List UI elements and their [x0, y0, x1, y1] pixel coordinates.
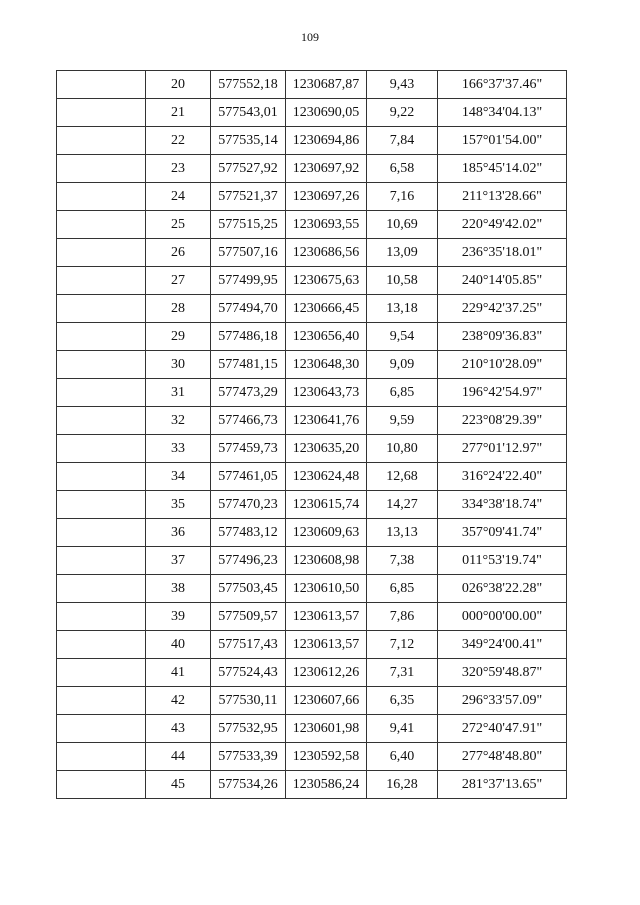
point-number-cell: 27 — [146, 267, 211, 295]
x-coordinate-cell: 577509,57 — [211, 603, 286, 631]
blank-cell — [57, 379, 146, 407]
segment-length-cell: 16,28 — [367, 771, 438, 799]
direction-angle-cell: 236°35'18.01" — [438, 239, 567, 267]
segment-length-cell: 9,54 — [367, 323, 438, 351]
y-coordinate-cell: 1230615,74 — [286, 491, 367, 519]
segment-length-cell: 10,58 — [367, 267, 438, 295]
direction-angle-cell: 272°40'47.91" — [438, 715, 567, 743]
segment-length-cell: 10,69 — [367, 211, 438, 239]
segment-length-cell: 12,68 — [367, 463, 438, 491]
y-coordinate-cell: 1230613,57 — [286, 631, 367, 659]
table-row — [57, 519, 567, 547]
page-number: 109 — [301, 30, 319, 44]
x-coordinate-cell: 577533,39 — [211, 743, 286, 771]
x-coordinate-cell: 577527,92 — [211, 155, 286, 183]
blank-cell — [57, 435, 146, 463]
segment-length-cell: 7,16 — [367, 183, 438, 211]
segment-length-cell: 13,18 — [367, 295, 438, 323]
blank-cell — [57, 491, 146, 519]
segment-length-cell: 6,85 — [367, 379, 438, 407]
segment-length-cell: 7,31 — [367, 659, 438, 687]
y-coordinate-cell: 1230687,87 — [286, 71, 367, 99]
coordinates-table-body — [57, 71, 567, 799]
table-row — [57, 71, 567, 99]
point-number-cell: 21 — [146, 99, 211, 127]
y-coordinate-cell: 1230648,30 — [286, 351, 367, 379]
y-coordinate-cell: 1230697,26 — [286, 183, 367, 211]
blank-cell — [57, 239, 146, 267]
blank-cell — [57, 211, 146, 239]
y-coordinate-cell: 1230693,55 — [286, 211, 367, 239]
direction-angle-cell: 011°53'19.74" — [438, 547, 567, 575]
point-number-cell: 42 — [146, 687, 211, 715]
blank-cell — [57, 155, 146, 183]
point-number-cell: 44 — [146, 743, 211, 771]
point-number-cell: 38 — [146, 575, 211, 603]
table-row — [57, 743, 567, 771]
table-row — [57, 659, 567, 687]
table-row — [57, 687, 567, 715]
segment-length-cell: 9,22 — [367, 99, 438, 127]
x-coordinate-cell: 577532,95 — [211, 715, 286, 743]
table-row — [57, 351, 567, 379]
x-coordinate-cell: 577483,12 — [211, 519, 286, 547]
x-coordinate-cell: 577552,18 — [211, 71, 286, 99]
x-coordinate-cell: 577517,43 — [211, 631, 286, 659]
x-coordinate-cell: 577496,23 — [211, 547, 286, 575]
segment-length-cell: 9,59 — [367, 407, 438, 435]
blank-cell — [57, 743, 146, 771]
y-coordinate-cell: 1230635,20 — [286, 435, 367, 463]
table-row — [57, 631, 567, 659]
direction-angle-cell: 229°42'37.25" — [438, 295, 567, 323]
blank-cell — [57, 463, 146, 491]
blank-cell — [57, 715, 146, 743]
blank-cell — [57, 771, 146, 799]
segment-length-cell: 13,09 — [367, 239, 438, 267]
segment-length-cell: 9,43 — [367, 71, 438, 99]
x-coordinate-cell: 577470,23 — [211, 491, 286, 519]
blank-cell — [57, 659, 146, 687]
x-coordinate-cell: 577530,11 — [211, 687, 286, 715]
point-number-cell: 32 — [146, 407, 211, 435]
point-number-cell: 41 — [146, 659, 211, 687]
table-row — [57, 491, 567, 519]
point-number-cell: 25 — [146, 211, 211, 239]
y-coordinate-cell: 1230624,48 — [286, 463, 367, 491]
blank-cell — [57, 603, 146, 631]
direction-angle-cell: 320°59'48.87" — [438, 659, 567, 687]
point-number-cell: 35 — [146, 491, 211, 519]
point-number-cell: 37 — [146, 547, 211, 575]
point-number-cell: 36 — [146, 519, 211, 547]
blank-cell — [57, 323, 146, 351]
y-coordinate-cell: 1230601,98 — [286, 715, 367, 743]
x-coordinate-cell: 577461,05 — [211, 463, 286, 491]
table-row — [57, 211, 567, 239]
x-coordinate-cell: 577543,01 — [211, 99, 286, 127]
y-coordinate-cell: 1230612,26 — [286, 659, 367, 687]
point-number-cell: 22 — [146, 127, 211, 155]
direction-angle-cell: 148°34'04.13" — [438, 99, 567, 127]
table-row — [57, 771, 567, 799]
point-number-cell: 33 — [146, 435, 211, 463]
table-row — [57, 463, 567, 491]
direction-angle-cell: 316°24'22.40" — [438, 463, 567, 491]
blank-cell — [57, 127, 146, 155]
y-coordinate-cell: 1230641,76 — [286, 407, 367, 435]
table-row — [57, 575, 567, 603]
direction-angle-cell: 157°01'54.00" — [438, 127, 567, 155]
y-coordinate-cell: 1230609,63 — [286, 519, 367, 547]
point-number-cell: 26 — [146, 239, 211, 267]
direction-angle-cell: 238°09'36.83" — [438, 323, 567, 351]
segment-length-cell: 6,35 — [367, 687, 438, 715]
point-number-cell: 28 — [146, 295, 211, 323]
table-row — [57, 407, 567, 435]
y-coordinate-cell: 1230675,63 — [286, 267, 367, 295]
x-coordinate-cell: 577503,45 — [211, 575, 286, 603]
segment-length-cell: 7,12 — [367, 631, 438, 659]
table-row — [57, 715, 567, 743]
blank-cell — [57, 267, 146, 295]
x-coordinate-cell: 577535,14 — [211, 127, 286, 155]
x-coordinate-cell: 577524,43 — [211, 659, 286, 687]
blank-cell — [57, 575, 146, 603]
segment-length-cell: 9,09 — [367, 351, 438, 379]
y-coordinate-cell: 1230607,66 — [286, 687, 367, 715]
y-coordinate-cell: 1230643,73 — [286, 379, 367, 407]
y-coordinate-cell: 1230656,40 — [286, 323, 367, 351]
table-row — [57, 547, 567, 575]
table-row — [57, 603, 567, 631]
point-number-cell: 39 — [146, 603, 211, 631]
point-number-cell: 23 — [146, 155, 211, 183]
segment-length-cell: 6,85 — [367, 575, 438, 603]
y-coordinate-cell: 1230666,45 — [286, 295, 367, 323]
y-coordinate-cell: 1230608,98 — [286, 547, 367, 575]
segment-length-cell: 10,80 — [367, 435, 438, 463]
table-row — [57, 379, 567, 407]
blank-cell — [57, 687, 146, 715]
blank-cell — [57, 295, 146, 323]
y-coordinate-cell: 1230694,86 — [286, 127, 367, 155]
blank-cell — [57, 631, 146, 659]
x-coordinate-cell: 577494,70 — [211, 295, 286, 323]
blank-cell — [57, 351, 146, 379]
direction-angle-cell: 349°24'00.41" — [438, 631, 567, 659]
segment-length-cell: 6,40 — [367, 743, 438, 771]
direction-angle-cell: 223°08'29.39" — [438, 407, 567, 435]
point-number-cell: 34 — [146, 463, 211, 491]
direction-angle-cell: 277°01'12.97" — [438, 435, 567, 463]
direction-angle-cell: 220°49'42.02" — [438, 211, 567, 239]
x-coordinate-cell: 577534,26 — [211, 771, 286, 799]
table-row — [57, 183, 567, 211]
direction-angle-cell: 240°14'05.85" — [438, 267, 567, 295]
x-coordinate-cell: 577515,25 — [211, 211, 286, 239]
coordinates-table — [56, 70, 567, 799]
point-number-cell: 29 — [146, 323, 211, 351]
point-number-cell: 45 — [146, 771, 211, 799]
point-number-cell: 43 — [146, 715, 211, 743]
segment-length-cell: 7,86 — [367, 603, 438, 631]
x-coordinate-cell: 577507,16 — [211, 239, 286, 267]
table-row — [57, 99, 567, 127]
point-number-cell: 40 — [146, 631, 211, 659]
blank-cell — [57, 547, 146, 575]
segment-length-cell: 7,84 — [367, 127, 438, 155]
blank-cell — [57, 71, 146, 99]
table-row — [57, 155, 567, 183]
direction-angle-cell: 026°38'22.28" — [438, 575, 567, 603]
direction-angle-cell: 166°37'37.46" — [438, 71, 567, 99]
table-row — [57, 239, 567, 267]
y-coordinate-cell: 1230592,58 — [286, 743, 367, 771]
point-number-cell: 30 — [146, 351, 211, 379]
x-coordinate-cell: 577466,73 — [211, 407, 286, 435]
x-coordinate-cell: 577473,29 — [211, 379, 286, 407]
direction-angle-cell: 277°48'48.80" — [438, 743, 567, 771]
direction-angle-cell: 185°45'14.02" — [438, 155, 567, 183]
direction-angle-cell: 357°09'41.74" — [438, 519, 567, 547]
segment-length-cell: 14,27 — [367, 491, 438, 519]
table-row — [57, 435, 567, 463]
table-row — [57, 127, 567, 155]
table-row — [57, 295, 567, 323]
direction-angle-cell: 281°37'13.65" — [438, 771, 567, 799]
direction-angle-cell: 211°13'28.66" — [438, 183, 567, 211]
y-coordinate-cell: 1230586,24 — [286, 771, 367, 799]
y-coordinate-cell: 1230613,57 — [286, 603, 367, 631]
x-coordinate-cell: 577481,15 — [211, 351, 286, 379]
direction-angle-cell: 296°33'57.09" — [438, 687, 567, 715]
y-coordinate-cell: 1230690,05 — [286, 99, 367, 127]
direction-angle-cell: 210°10'28.09" — [438, 351, 567, 379]
point-number-cell: 24 — [146, 183, 211, 211]
direction-angle-cell: 000°00'00.00" — [438, 603, 567, 631]
segment-length-cell: 9,41 — [367, 715, 438, 743]
direction-angle-cell: 334°38'18.74" — [438, 491, 567, 519]
blank-cell — [57, 407, 146, 435]
table-row — [57, 267, 567, 295]
y-coordinate-cell: 1230686,56 — [286, 239, 367, 267]
blank-cell — [57, 519, 146, 547]
direction-angle-cell: 196°42'54.97" — [438, 379, 567, 407]
point-number-cell: 20 — [146, 71, 211, 99]
blank-cell — [57, 99, 146, 127]
table-row — [57, 323, 567, 351]
x-coordinate-cell: 577521,37 — [211, 183, 286, 211]
segment-length-cell: 6,58 — [367, 155, 438, 183]
y-coordinate-cell: 1230697,92 — [286, 155, 367, 183]
x-coordinate-cell: 577486,18 — [211, 323, 286, 351]
y-coordinate-cell: 1230610,50 — [286, 575, 367, 603]
segment-length-cell: 7,38 — [367, 547, 438, 575]
x-coordinate-cell: 577499,95 — [211, 267, 286, 295]
x-coordinate-cell: 577459,73 — [211, 435, 286, 463]
blank-cell — [57, 183, 146, 211]
segment-length-cell: 13,13 — [367, 519, 438, 547]
point-number-cell: 31 — [146, 379, 211, 407]
